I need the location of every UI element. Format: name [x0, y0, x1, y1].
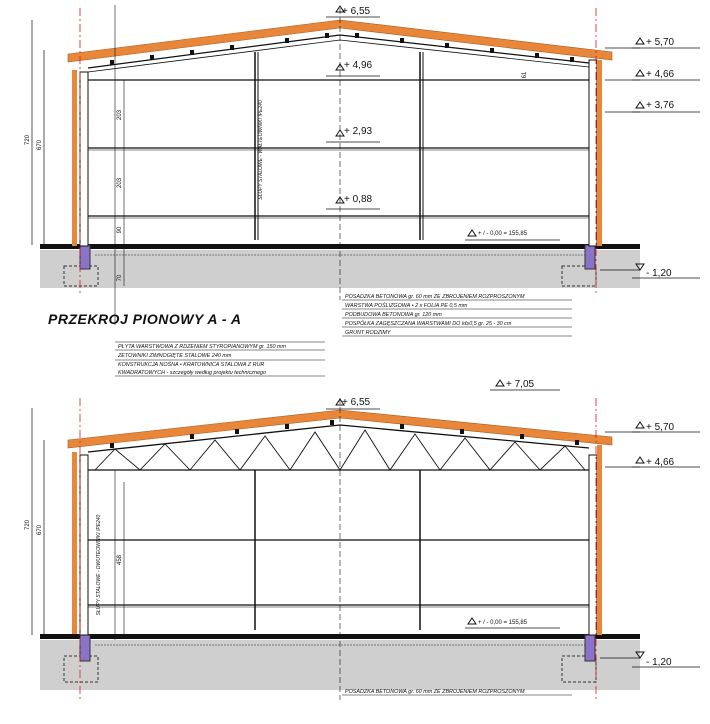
roof-legend-row: PŁYTA WARSTWOWA Z RDZENIEM STYROPIANOWYM gr. 150 mm [118, 344, 287, 350]
svg-text:+ 7,05: + 7,05 [506, 379, 535, 390]
level-marker-655-top [326, 6, 380, 17]
dim-61: 61 [522, 71, 528, 79]
roof-legend-row: ZETOWNIKI ZIMNOGIĘTE STALOWE 240 mm [118, 353, 232, 359]
dim-total-bottom: 720 [25, 519, 31, 531]
dim-203-b: 203 [117, 177, 123, 189]
dim-70: 70 [117, 274, 123, 282]
svg-text:+ 4,66: + 4,66 [646, 69, 675, 80]
svg-text:+ / - 0,00 = 155,85: + / - 0,00 = 155,85 [478, 620, 528, 626]
roof-legend-row: KONSTRUKCJA NOŚNA • KRATOWNICA STALOWA Z RUR [118, 362, 265, 368]
section-top [25, 5, 700, 325]
svg-text:+ 6,55: + 6,55 [342, 397, 371, 408]
svg-text:+ / - 0,00 = 155,85: + / - 0,00 = 155,85 [478, 231, 528, 237]
column-base-left [80, 245, 90, 269]
level-marker-000-bottom [465, 618, 560, 628]
level-marker-496 [326, 60, 380, 76]
roof-legend-row: KWADRATOWYCH - szczegóły według projektu technicznego [118, 370, 266, 376]
section-title: PRZEKROJ PIONOWY A - A [48, 311, 242, 327]
floor-legend-bottom: POSADZKA BETONOWA gr. 60 mm ZE ZBROJENIEM ROZPROSZONYM [345, 689, 525, 695]
dim-inner-bottom: 670 [37, 524, 43, 536]
roof-legend [115, 342, 325, 376]
floor-legend-row: GRUNT RODZIMY [345, 330, 391, 336]
column-left [80, 72, 88, 246]
level-marker-570-bottom [605, 422, 700, 433]
column-base-left-bottom [80, 635, 90, 661]
level-marker-293 [326, 126, 380, 142]
svg-text:+ 0,88: + 0,88 [344, 194, 373, 205]
wall-cladding-right-bottom [597, 445, 602, 635]
wall-cladding-left [72, 70, 77, 246]
svg-text:+ 4,66: + 4,66 [646, 457, 675, 468]
level-marker-466-top [605, 69, 700, 80]
svg-text:+ 2,93: + 2,93 [344, 126, 373, 137]
column-base-right-bottom [585, 635, 595, 661]
dim-inner-top: 670 [37, 139, 43, 151]
svg-text:+ 5,70: + 5,70 [646, 422, 675, 433]
svg-text:+ 3,76: + 3,76 [646, 100, 675, 111]
level-marker-655-bottom [326, 397, 380, 409]
column-label-top: SŁUPY STALOWE - WAŁTEOWNIKI IPE240 [258, 100, 264, 200]
level-marker-000-top [465, 230, 560, 240]
level-marker-088 [326, 194, 380, 209]
section-bottom [25, 379, 700, 700]
dim-total-top: 720 [25, 134, 31, 146]
svg-text:- 1,20: - 1,20 [646, 268, 672, 279]
floor-legend-row: POSADZKA BETONOWA gr. 60 mm ZE ZBROJENIEM ROZPROSZONYM [345, 294, 525, 300]
floor-legend-row: POSPÓŁKA ZAGĘSZCZANA WARSTWAMI DO Id≥0,5 gr. 25 - 30 cm [345, 321, 512, 327]
level-marker-466-bottom [605, 457, 700, 468]
column-left-bottom [80, 455, 88, 635]
column-label-bottom: SŁUPY STALOWE - DWUTEOWNIKI IPE240 [96, 514, 102, 616]
wall-cladding-right [597, 60, 602, 246]
svg-text:+ 6,55: + 6,55 [342, 6, 371, 17]
dim-203-a: 203 [117, 109, 123, 121]
level-marker-705 [490, 379, 560, 390]
floor-legend-row: PODBUDOWA BETONOWA gr. 120 mm [345, 312, 442, 318]
level-marker-376 [605, 100, 700, 112]
column-base-right [585, 245, 595, 269]
svg-text:- 1,20: - 1,20 [646, 657, 672, 668]
svg-text:+ 4,96: + 4,96 [344, 60, 373, 71]
svg-text:+ 5,70: + 5,70 [646, 37, 675, 48]
wall-cladding-left-bottom [72, 452, 77, 634]
dim-458: 458 [117, 554, 123, 566]
floor-legend [342, 294, 572, 336]
dim-90: 90 [117, 226, 123, 234]
floor-legend-row: WARSTWA POŚLIZGOWA • 2 x FOLIA PE 0,5 mm [345, 303, 468, 309]
level-marker-570-top [605, 37, 700, 48]
